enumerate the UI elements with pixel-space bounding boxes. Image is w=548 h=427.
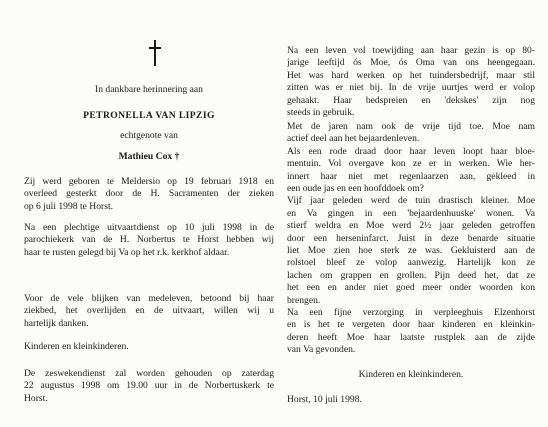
- later-years-paragraph: [287, 121, 535, 307]
- cross-icon: [149, 40, 161, 66]
- text-line: op 6 juli 1998 te Horst.: [24, 200, 114, 212]
- text-line: Na een plechtige uitvaartdienst op 10 juli 1998 in de: [24, 222, 274, 233]
- text-line: Zij werd geboren te Meldersio op 19 februari 1918 en: [24, 176, 274, 187]
- text-line: liet Moe zien hoe sterk ze was. Gekluisterd aan de: [287, 244, 535, 256]
- text-line: jarige leeftijd ós Moe, ós Oma van ons heengegaan.: [287, 57, 535, 69]
- text-line: De zeswekendienst zal worden gehouden op zaterdag: [24, 368, 274, 379]
- deceased-name: PETRONELLA VAN LIPZIG: [83, 110, 215, 121]
- text-line: Met de jaren nam ook de vrije tijd toe. Moe nam: [287, 121, 535, 132]
- text-line: ziekbed, het overlijden en de uitvaart, willen wij u: [24, 305, 274, 317]
- text-line: Horst.: [24, 392, 48, 404]
- left-signature: Kinderen en kleinkinderen.: [24, 341, 129, 352]
- text-line: mentuin. Vol overgave kon ze er in werken. Wie her-: [287, 158, 535, 170]
- resting-place-paragraph: [287, 307, 535, 357]
- birth-paragraph: [24, 176, 274, 213]
- text-line: Als een rode draad door haar leven loopt haar bloe-: [287, 145, 535, 157]
- text-line: een oude jas en een hoofddoek om?: [287, 182, 424, 194]
- text-line: actief deel aan het bejaardenleven.: [287, 133, 420, 145]
- thanks-paragraph: [24, 293, 274, 330]
- text-line: Vijf jaar geleden werd de tuin drastisch kleiner. Moe: [287, 195, 535, 207]
- text-line: Het was hard werken op het tuindersbedrijf, maar stil: [287, 69, 535, 81]
- text-line: deren heeft Moe haar laatste rustplek aan de zijde: [287, 331, 535, 343]
- text-line: overleed gesterkt door de H. Sacramenten der zieken: [24, 188, 274, 200]
- text-line: 22 augustus 1998 om 19.00 uur in de Norbertuskerk te: [24, 380, 274, 392]
- intro-text: In dankbare herinnering aan: [95, 84, 203, 95]
- spouse-intro: echtgenote van: [120, 130, 178, 141]
- text-line: en is het te vergeten door haar kinderen en kleinkin-: [287, 319, 535, 331]
- text-line: haar te rusten gelegd bij Va op het r.k. kerkhof aldaar.: [24, 246, 230, 258]
- spouse-name: Mathieu Cox †: [118, 151, 180, 162]
- text-line: van Va gevonden.: [287, 344, 356, 356]
- text-line: parochiekerk van de H. Norbertus te Horst hebben wij: [24, 234, 274, 246]
- text-line: lachen om grappen en grollen. Pijn deed het, dat ze: [287, 269, 535, 281]
- text-line: innert haar niet met regenlaarzen aan, gekleed in: [287, 170, 535, 182]
- text-line: Voor de vele blijken van medeleven, betoond bij haar: [24, 293, 274, 304]
- text-line: stierf weldra en Moe werd 2½ jaar geleden getroffen: [287, 220, 535, 232]
- funeral-paragraph: [24, 222, 274, 259]
- text-line: steeds in gebruik.: [287, 106, 355, 118]
- text-line: en Va gingen in een 'bejaardenhuuske' wonen. Va: [287, 207, 535, 219]
- life-paragraph: [287, 45, 535, 119]
- text-line: hartelijk danken.: [24, 317, 89, 329]
- text-line: zitten was er niet bij. In de vrije uurtjes werd er volop: [287, 82, 535, 94]
- text-line: het een en ander niet goed meer onder woorden kon: [287, 282, 535, 294]
- place-date: Horst, 10 juli 1998.: [287, 394, 362, 405]
- text-line: gehaakt. Haar bedspreien en 'dekskes' zijn nog: [287, 94, 535, 106]
- text-line: door een herseninfarct. Juist in deze benarde situatie: [287, 232, 535, 244]
- right-signature: Kinderen en kleinkinderen.: [358, 369, 464, 380]
- text-line: brengen.: [287, 294, 321, 306]
- mass-paragraph: [24, 368, 274, 405]
- text-line: Na een leven vol toewijding aan haar gezin is op 80-: [287, 45, 535, 56]
- text-line: rolstoel bleef ze volop aanwezig. Hartelijk kon ze: [287, 257, 535, 269]
- text-line: Na een fijne verzorging in verpleeghuis Elzenhorst: [287, 307, 535, 318]
